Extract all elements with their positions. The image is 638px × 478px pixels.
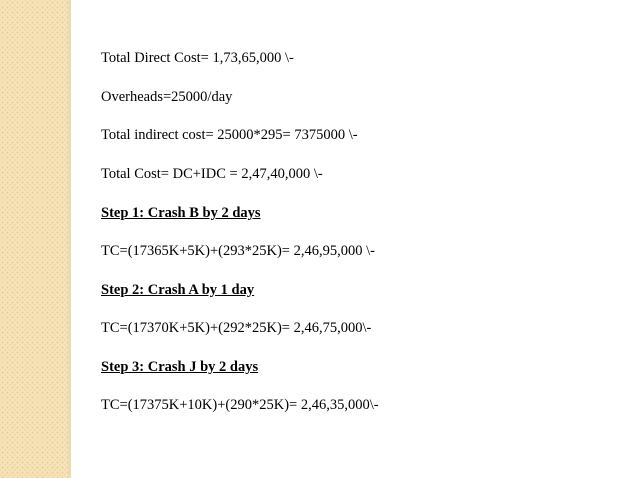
- step-2-heading: Step 2: Crash A by 1 day: [101, 282, 255, 298]
- step-3-total-cost-line: TC=(17375K+10K)+(290*25K)= 2,46,35,000\-: [101, 397, 379, 413]
- step-1-total-cost-line: TC=(17365K+5K)+(293*25K)= 2,46,95,000 \-: [101, 243, 375, 259]
- step-2-total-cost-line: TC=(17370K+5K)+(292*25K)= 2,46,75,000\-: [101, 320, 372, 336]
- slide-content: [101, 0, 621, 478]
- overheads-line: Overheads=25000/day: [101, 89, 233, 105]
- total-indirect-cost-line: Total indirect cost= 25000*295= 7375000 \-: [101, 127, 358, 143]
- step-1-heading: Step 1: Crash B by 2 days: [101, 205, 261, 221]
- step-3-heading: Step 3: Crash J by 2 days: [101, 359, 259, 375]
- decorative-side-band: [0, 0, 68, 478]
- side-divider: [68, 0, 71, 478]
- total-cost-line: Total Cost= DC+IDC = 2,47,40,000 \-: [101, 166, 323, 182]
- total-direct-cost-line: Total Direct Cost= 1,73,65,000 \-: [101, 50, 294, 66]
